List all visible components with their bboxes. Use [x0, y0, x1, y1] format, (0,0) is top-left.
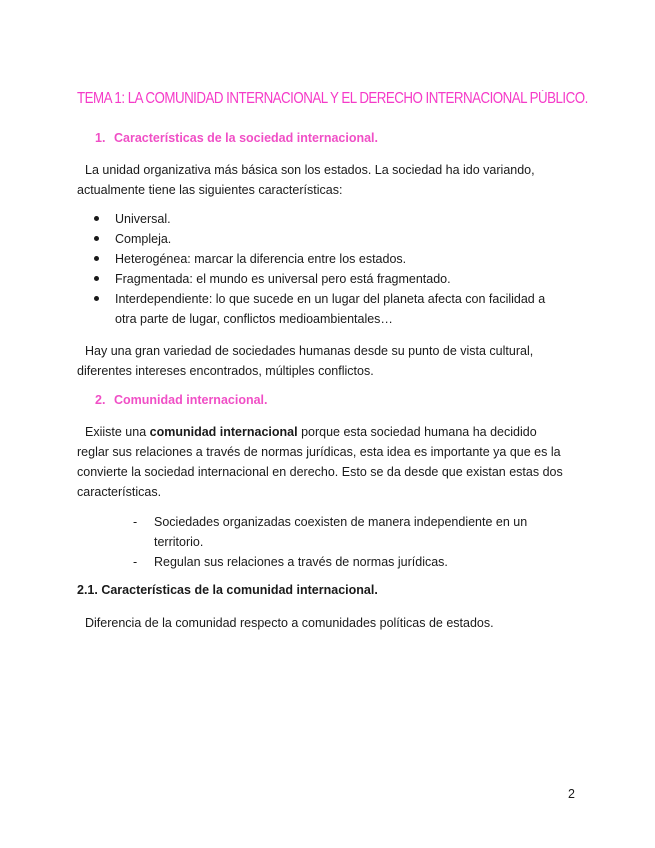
list-item: Compleja. — [90, 229, 555, 249]
section-2-text-start: Exiiste una — [85, 425, 147, 439]
document-title: TEMA 1: LA COMUNIDAD INTERNACIONAL Y EL DERECHO INTERNACIONAL PÚBLICO. — [77, 90, 588, 107]
section-2-heading — [95, 393, 268, 407]
community-conditions-list — [133, 512, 559, 572]
section-2-bold-term: comunidad internacional — [149, 425, 298, 439]
list-item: Fragmentada: el mundo es universal pero está fragmentado. — [90, 269, 555, 289]
section-2-number: 2. — [95, 393, 106, 407]
section-2-1-heading: 2.1. Características de la comunidad internacional. — [77, 583, 378, 597]
list-item: - Regulan sus relaciones a través de normas jurídicas. — [133, 552, 559, 572]
list-item: Heterogénea: marcar la diferencia entre los estados. — [90, 249, 555, 269]
section-1-heading — [95, 131, 378, 145]
section-2-1-text: Diferencia de la comunidad respecto a comunidades políticas de estados. — [85, 616, 494, 630]
section-2-text-end: porque esta sociedad humana ha decidido reglar sus relaciones a través de normas jurídicas, esta idea es importante ya que es la convierte la sociedad internacional en derecho. Esto se da desde que existan estas dos características. — [77, 425, 563, 499]
section-1-intro: La unidad organizativa más básica son los estados. La sociedad ha ido variando, actualmente tiene las siguientes características: — [77, 163, 535, 197]
section-1-closing: Hay una gran variedad de sociedades humanas desde su punto de vista cultural, diferentes intereses encontrados, múltiples conflictos. — [77, 344, 534, 378]
characteristics-list — [90, 209, 555, 329]
section-1-number: 1. — [95, 131, 106, 145]
list-item: - Sociedades organizadas coexisten de manera independiente en un territorio. — [133, 512, 559, 552]
list-item: Interdependiente: lo que sucede en un lugar del planeta afecta con facilidad a otra parte de lugar, conflictos medioambientales… — [90, 289, 555, 329]
list-item: Universal. — [90, 209, 555, 229]
page-number: 2 — [568, 787, 575, 801]
section-2-paragraph — [77, 422, 567, 502]
section-2-heading-text: Comunidad internacional. — [114, 393, 268, 407]
section-1-heading-text: Características de la sociedad internacional. — [114, 131, 379, 145]
